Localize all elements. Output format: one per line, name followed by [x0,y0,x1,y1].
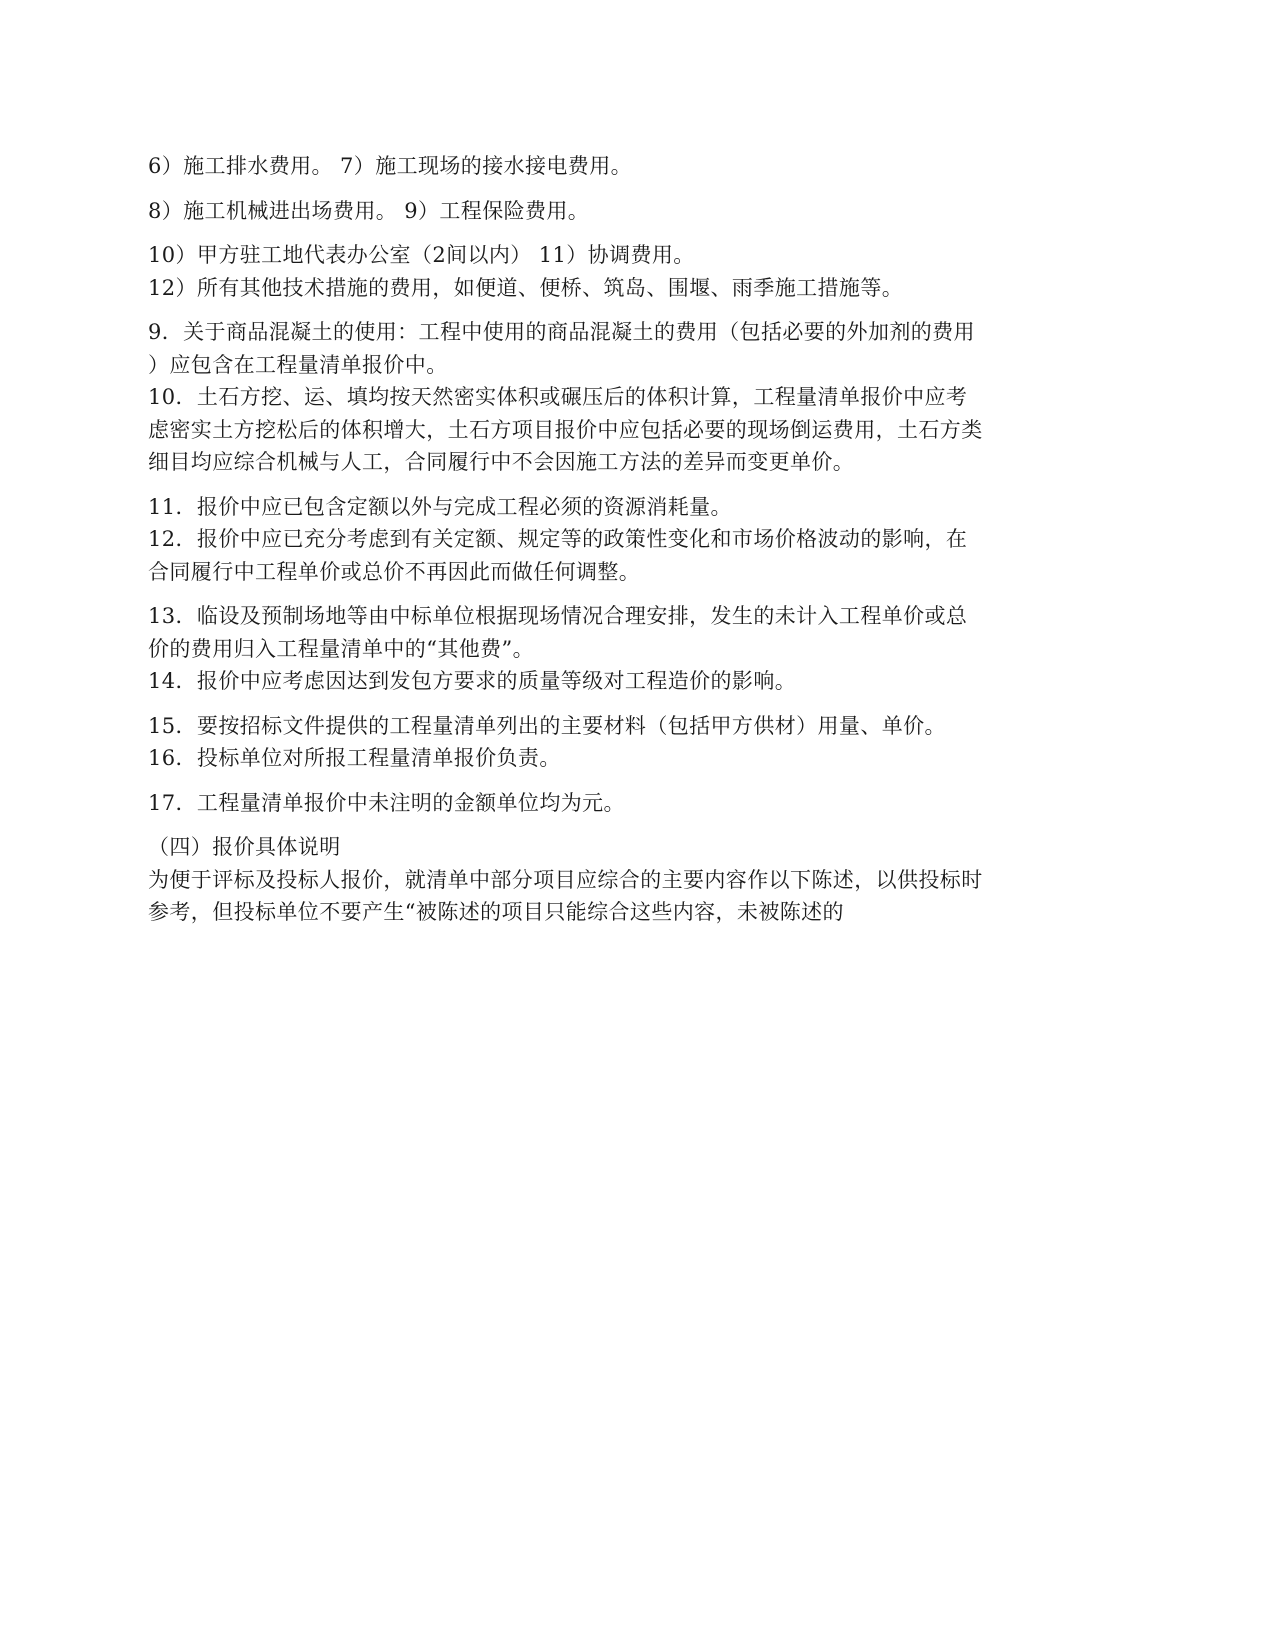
text-line: 10．土石方挖、运、填均按天然密实体积或碾压后的体积计算，工程量清单报价中应考 [148,385,968,409]
paragraph [148,195,1138,228]
paragraph [148,600,1138,698]
text-line: 为便于评标及投标人报价，就清单中部分项目应综合的主要内容作以下陈述，以供投标时 [148,867,983,892]
paragraph [148,491,1138,589]
paragraph [148,787,1138,820]
text-line: 11．报价中应已包含定额以外与完成工程必须的资源消耗量。 [148,494,732,519]
text-line: 10）甲方驻工地代表办公室（2间以内） 11）协调费用。 [148,243,695,267]
text-line: 13．临设及预制场地等由中标单位根据现场情况合理安排，发生的未计入工程单价或总 [148,604,968,628]
paragraph [148,150,1138,183]
text-line: 12．报价中应已充分考虑到有关定额、规定等的政策性变化和市场价格波动的影响，在 [148,527,968,551]
text-line: 6）施工排水费用。 7）施工现场的接水接电费用。 [148,154,632,178]
text-line: 虑密实土方挖松后的体积增大，土石方项目报价中应包括必要的现场倒运费用，土石方类 [148,417,983,442]
document-body [148,150,1138,941]
text-line: 17．工程量清单报价中未注明的金额单位均为元。 [148,790,625,815]
paragraph [148,710,1138,775]
text-line: 14．报价中应考虑因达到发包方要求的质量等级对工程造价的影响。 [148,669,797,693]
text-line: （四）报价具体说明 [148,835,341,859]
text-line: 12）所有其他技术措施的费用，如便道、便桥、筑岛、围堰、雨季施工措施等。 [148,275,904,300]
text-line: 合同履行中工程单价或总价不再因此而做任何调整。 [148,559,641,584]
text-line: 15．要按招标文件提供的工程量清单列出的主要材料（包括甲方供材）用量、单价。 [148,713,946,738]
text-line: 参考，但投标单位不要产生“被陈述的项目只能综合这些内容，未被陈述的 [148,900,844,924]
text-line: 8）施工机械进出场费用。 9）工程保险费用。 [148,198,590,223]
text-line: 细目均应综合机械与人工，合同履行中不会因施工方法的差异而变更单价。 [148,450,855,474]
text-line: 价的费用归入工程量清单中的“其他费”。 [148,636,535,661]
text-line: ）应包含在工程量清单报价中。 [148,352,448,377]
text-line: 9．关于商品混凝土的使用：工程中使用的商品混凝土的费用（包括必要的外加剂的费用 [148,320,975,344]
paragraph [148,316,1138,479]
paragraph [148,831,1138,929]
text-line: 16．投标单位对所报工程量清单报价负责。 [148,746,561,770]
paragraph [148,239,1138,304]
